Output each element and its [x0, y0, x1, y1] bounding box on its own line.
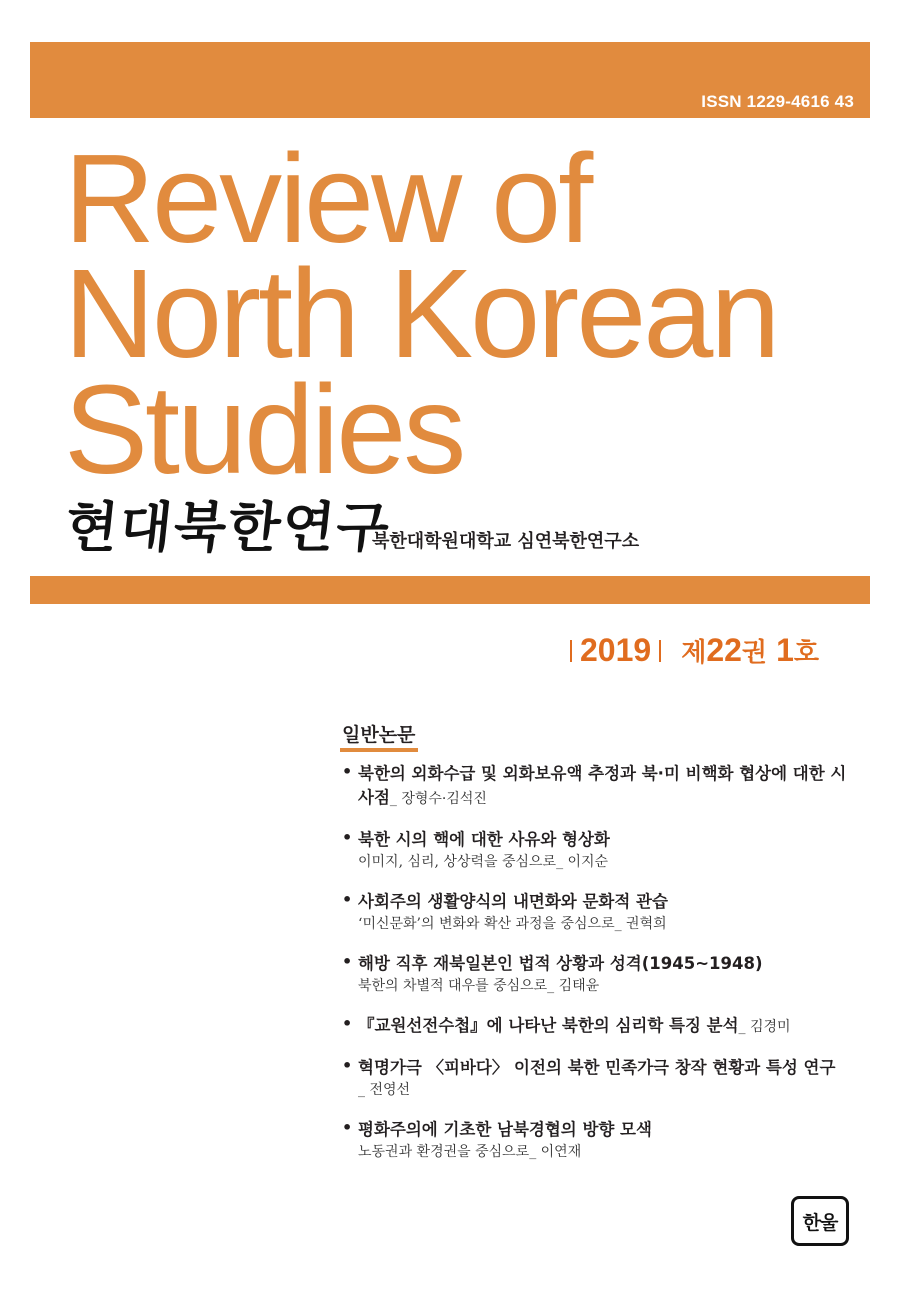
- journal-title-line-1: Review of: [64, 128, 591, 269]
- article-author: _ 권혁희: [614, 916, 667, 932]
- list-item: [340, 1014, 860, 1039]
- bullet-icon: •: [342, 1118, 353, 1137]
- article-title: 평화주의에 기초한 남북경협의 방향 모색: [358, 1120, 652, 1139]
- list-item: [340, 890, 860, 935]
- publisher-logo: 한울: [791, 1196, 849, 1246]
- article-subtitle: [358, 914, 860, 935]
- article-author: _ 이연재: [529, 1144, 582, 1160]
- article-author: _ 장형수·김석진: [389, 791, 487, 807]
- article-author: _ 이지순: [556, 854, 609, 870]
- journal-title-line-3: Studies: [64, 359, 464, 500]
- article-author: _ 김태윤: [547, 978, 600, 994]
- volume-number: 22: [706, 632, 742, 668]
- divider-band: [30, 576, 870, 604]
- article-title: 해방 직후 재북일본인 법적 상황과 성격(1945~1948): [358, 954, 763, 973]
- volume-prefix: 제: [681, 638, 707, 668]
- section-underline: [340, 748, 418, 752]
- bullet-icon: •: [342, 1056, 353, 1075]
- article-subtitle: [358, 852, 860, 873]
- issue-separator-right: [659, 640, 661, 662]
- article-subtitle-text: 이미지, 심리, 상상력을 중심으로: [358, 854, 557, 870]
- article-subtitle: [358, 1142, 860, 1163]
- issn-number: ISSN 1229-4616 43: [701, 92, 854, 111]
- article-subtitle-text: 북한의 차별적 대우를 중심으로: [358, 978, 548, 994]
- bullet-icon: •: [342, 952, 353, 971]
- issue-info: [562, 632, 819, 669]
- top-banner: [30, 42, 870, 118]
- article-subtitle: [358, 1080, 860, 1101]
- article-author: _ 전영선: [358, 1082, 411, 1098]
- article-title: 북한 시의 핵에 대한 사유와 형상화: [358, 830, 610, 849]
- bullet-icon: •: [342, 1014, 353, 1033]
- journal-title-korean: 현대북한연구: [62, 495, 394, 559]
- issue-number: 1: [776, 632, 794, 668]
- list-item: [340, 762, 860, 811]
- article-subtitle-text: ‘미신문화’의 변화와 확산 과정을 중심으로: [358, 916, 615, 932]
- list-item: [340, 828, 860, 873]
- article-title-text: 『교원선전수첩』에 나타난 북한의 심리학 특징 분석: [358, 1016, 739, 1035]
- issue-separator-left: [570, 640, 572, 662]
- list-item: [340, 1118, 860, 1163]
- article-title: [358, 762, 860, 811]
- article-title: 혁명가극 〈피바다〉 이전의 북한 민족가극 창작 현황과 특성 연구: [358, 1058, 836, 1077]
- list-item: [340, 952, 860, 997]
- article-author: _ 김경미: [738, 1019, 791, 1035]
- article-subtitle-text: 노동권과 환경권을 중심으로: [358, 1144, 530, 1160]
- bullet-icon: •: [342, 890, 353, 909]
- article-title-text: 북한의 외화수급 및 외화보유액 추정과 북·미 비핵화 협상에 대한 시사점: [358, 764, 847, 807]
- article-title: [358, 1014, 860, 1039]
- journal-title-line-2: North Korean: [64, 243, 778, 384]
- issue-year: 2019: [580, 632, 652, 668]
- issue-suffix: 호: [793, 638, 819, 668]
- list-item: [340, 1056, 860, 1101]
- bullet-icon: •: [342, 828, 353, 847]
- bullet-icon: •: [342, 762, 353, 781]
- issue-volume: [681, 632, 819, 669]
- volume-suffix: 권: [741, 638, 777, 668]
- section-title: 일반논문: [342, 724, 416, 746]
- article-subtitle: [358, 976, 860, 997]
- article-list: [340, 762, 860, 1180]
- article-title: 사회주의 생활양식의 내면화와 문화적 관습: [358, 892, 668, 911]
- publisher-institute: 북한대학원대학교 심연북한연구소: [372, 531, 640, 552]
